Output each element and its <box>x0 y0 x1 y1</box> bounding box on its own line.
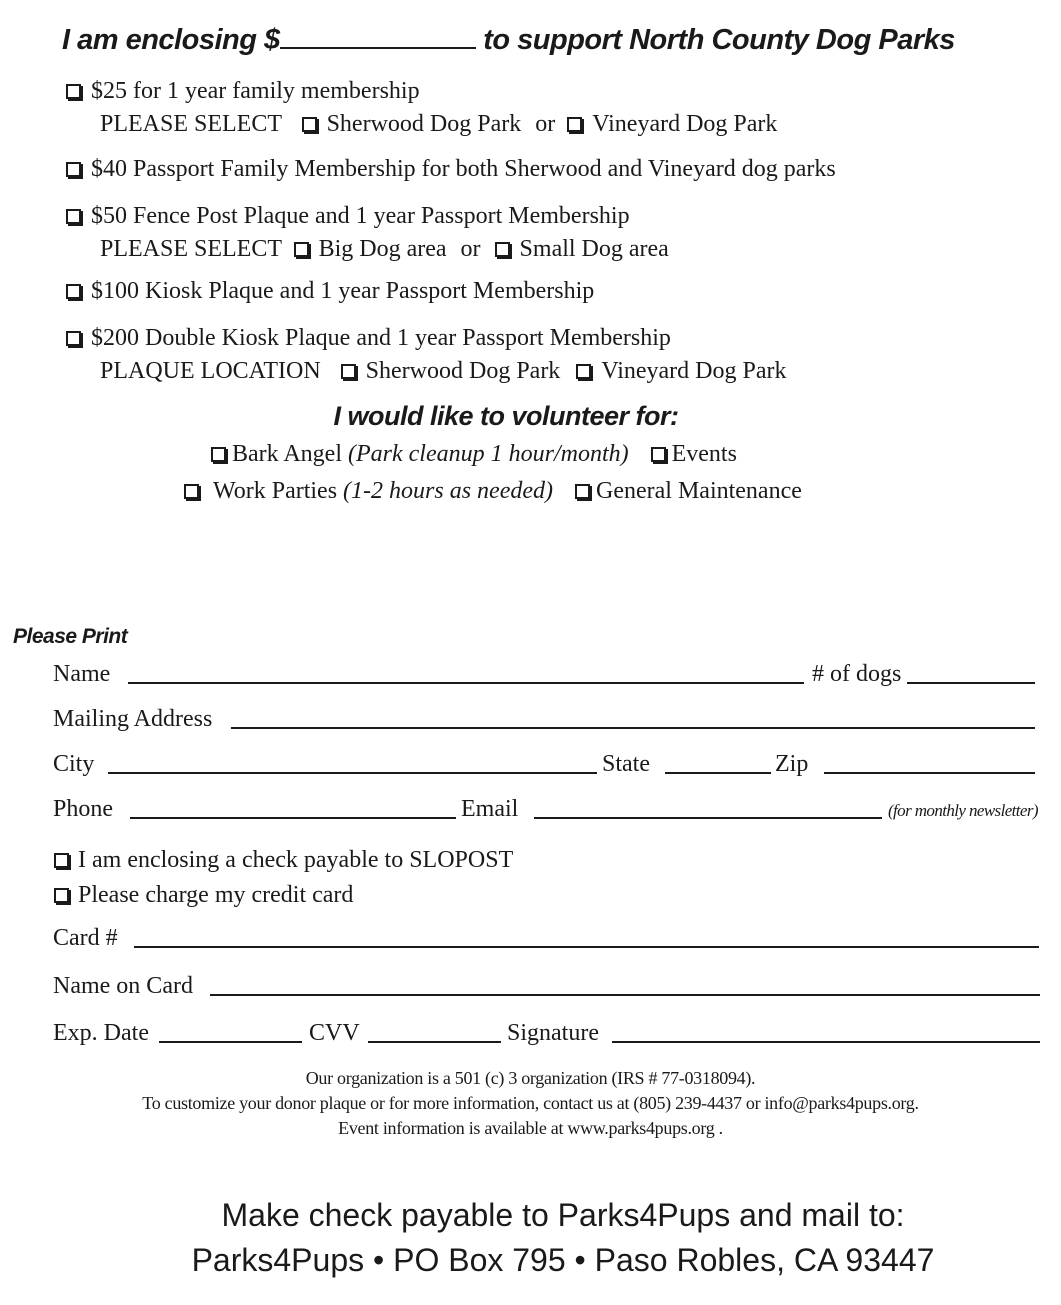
checkbox-pay-check[interactable] <box>54 853 69 868</box>
card-number-label: Card # <box>53 925 118 951</box>
volunteer-row-2 <box>184 477 802 505</box>
mailing-address-label: Mailing Address <box>53 706 213 732</box>
email-label: Email <box>461 796 519 822</box>
option-200-location-label: PLAQUE LOCATION <box>100 358 321 384</box>
option-40-label: $40 Passport Family Membership for both Sherwood and Vineyard dog parks <box>91 156 836 182</box>
checkbox-option-50-big-dog[interactable] <box>294 242 309 257</box>
signature-label: Signature <box>507 1020 599 1046</box>
checkbox-option-50-small-dog[interactable] <box>495 242 510 257</box>
option-25-vineyard-label: Vineyard Dog Park <box>592 111 778 137</box>
pay-card-label: Please charge my credit card <box>78 882 354 908</box>
name-on-card-field[interactable] <box>210 994 1040 996</box>
option-50-select <box>100 235 669 263</box>
option-25 <box>66 77 420 105</box>
bark-angel-label: Bark Angel <box>232 441 342 467</box>
checkbox-option-50[interactable] <box>66 209 81 224</box>
name-on-card-label: Name on Card <box>53 973 193 999</box>
general-maintenance-label: General Maintenance <box>596 478 802 504</box>
mailing-line-1: Make check payable to Parks4Pups and mail to: <box>221 1197 905 1233</box>
bark-angel-note: (Park cleanup 1 hour/month) <box>347 441 629 467</box>
zip-field[interactable] <box>824 772 1035 774</box>
option-200-sherwood-label: Sherwood Dog Park <box>365 358 561 384</box>
card-number-field[interactable] <box>134 946 1039 948</box>
exp-date-field[interactable] <box>159 1041 302 1043</box>
please-print-label: Please Print <box>13 625 128 648</box>
checkbox-option-25-vineyard[interactable] <box>567 117 582 132</box>
events-label: Events <box>671 441 737 467</box>
email-note: (for monthly newsletter) <box>888 801 1038 820</box>
checkbox-option-200[interactable] <box>66 331 81 346</box>
zip-label: Zip <box>775 751 809 777</box>
checkbox-option-200-vineyard[interactable] <box>576 364 591 379</box>
work-parties-label: Work Parties <box>213 478 338 504</box>
option-50 <box>66 202 630 230</box>
footer-line-1: Our organization is a 501 (c) 3 organization (IRS # 77-0318094). <box>305 1068 756 1088</box>
checkbox-option-100[interactable] <box>66 284 81 299</box>
checkbox-bark-angel[interactable] <box>211 447 226 462</box>
signature-field[interactable] <box>612 1041 1040 1043</box>
option-25-label: $25 for 1 year family membership <box>91 78 420 104</box>
checkbox-pay-card[interactable] <box>54 888 69 903</box>
option-25-or: or <box>535 111 556 137</box>
checkbox-work-parties[interactable] <box>184 484 199 499</box>
city-field[interactable] <box>108 772 597 774</box>
donation-header <box>62 22 955 58</box>
checkbox-events[interactable] <box>651 447 666 462</box>
cvv-field[interactable] <box>368 1041 501 1043</box>
header-suffix: to support North County Dog Parks <box>483 24 955 56</box>
state-field[interactable] <box>665 772 771 774</box>
option-200-location <box>100 357 787 385</box>
checkbox-option-25[interactable] <box>66 84 81 99</box>
mailing-line-2: Parks4Pups • PO Box 795 • Paso Robles, CA 93447 <box>191 1242 935 1278</box>
exp-date-label: Exp. Date <box>53 1020 149 1046</box>
num-dogs-label: # of dogs <box>812 661 902 687</box>
option-50-select-label: PLEASE SELECT <box>100 236 282 262</box>
option-40 <box>66 155 836 183</box>
option-50-small-dog-label: Small Dog area <box>519 236 669 262</box>
option-50-or: or <box>460 236 481 262</box>
header-prefix: I am enclosing $ <box>62 24 280 56</box>
phone-field[interactable] <box>130 817 456 819</box>
option-100-label: $100 Kiosk Plaque and 1 year Passport Membership <box>91 278 595 304</box>
option-200-label: $200 Double Kiosk Plaque and 1 year Passport Membership <box>91 325 671 351</box>
footer-line-3: Event information is available at www.parks4pups.org . <box>338 1118 723 1138</box>
city-label: City <box>53 751 95 777</box>
volunteer-heading: I would like to volunteer for: <box>333 401 679 431</box>
option-100 <box>66 277 594 305</box>
checkbox-option-40[interactable] <box>66 162 81 177</box>
checkbox-option-200-sherwood[interactable] <box>341 364 356 379</box>
option-25-select <box>100 110 777 138</box>
option-50-label: $50 Fence Post Plaque and 1 year Passport Membership <box>91 203 630 229</box>
cvv-label: CVV <box>309 1020 360 1046</box>
checkbox-option-25-sherwood[interactable] <box>302 117 317 132</box>
name-field[interactable] <box>128 682 804 684</box>
option-25-sherwood-label: Sherwood Dog Park <box>326 111 522 137</box>
checkbox-general-maintenance[interactable] <box>575 484 590 499</box>
name-label: Name <box>53 661 111 687</box>
mailing-address-field[interactable] <box>231 727 1035 729</box>
pay-card-option <box>54 881 353 909</box>
num-dogs-field[interactable] <box>907 682 1035 684</box>
work-parties-note: (1-2 hours as needed) <box>343 478 553 504</box>
donation-amount-field[interactable] <box>280 25 476 49</box>
state-label: State <box>602 751 650 777</box>
option-25-select-label: PLEASE SELECT <box>100 111 282 137</box>
footer-line-2: To customize your donor plaque or for more information, contact us at (805) 239-4437 or info@parks4pups.org. <box>142 1093 919 1113</box>
option-200 <box>66 324 671 352</box>
email-field[interactable] <box>534 817 882 819</box>
option-50-big-dog-label: Big Dog area <box>318 236 447 262</box>
pay-check-label: I am enclosing a check payable to SLOPOST <box>78 847 514 873</box>
volunteer-row-1 <box>211 440 737 468</box>
phone-label: Phone <box>53 796 113 822</box>
pay-check-option <box>54 846 513 874</box>
option-200-vineyard-label: Vineyard Dog Park <box>601 358 787 384</box>
